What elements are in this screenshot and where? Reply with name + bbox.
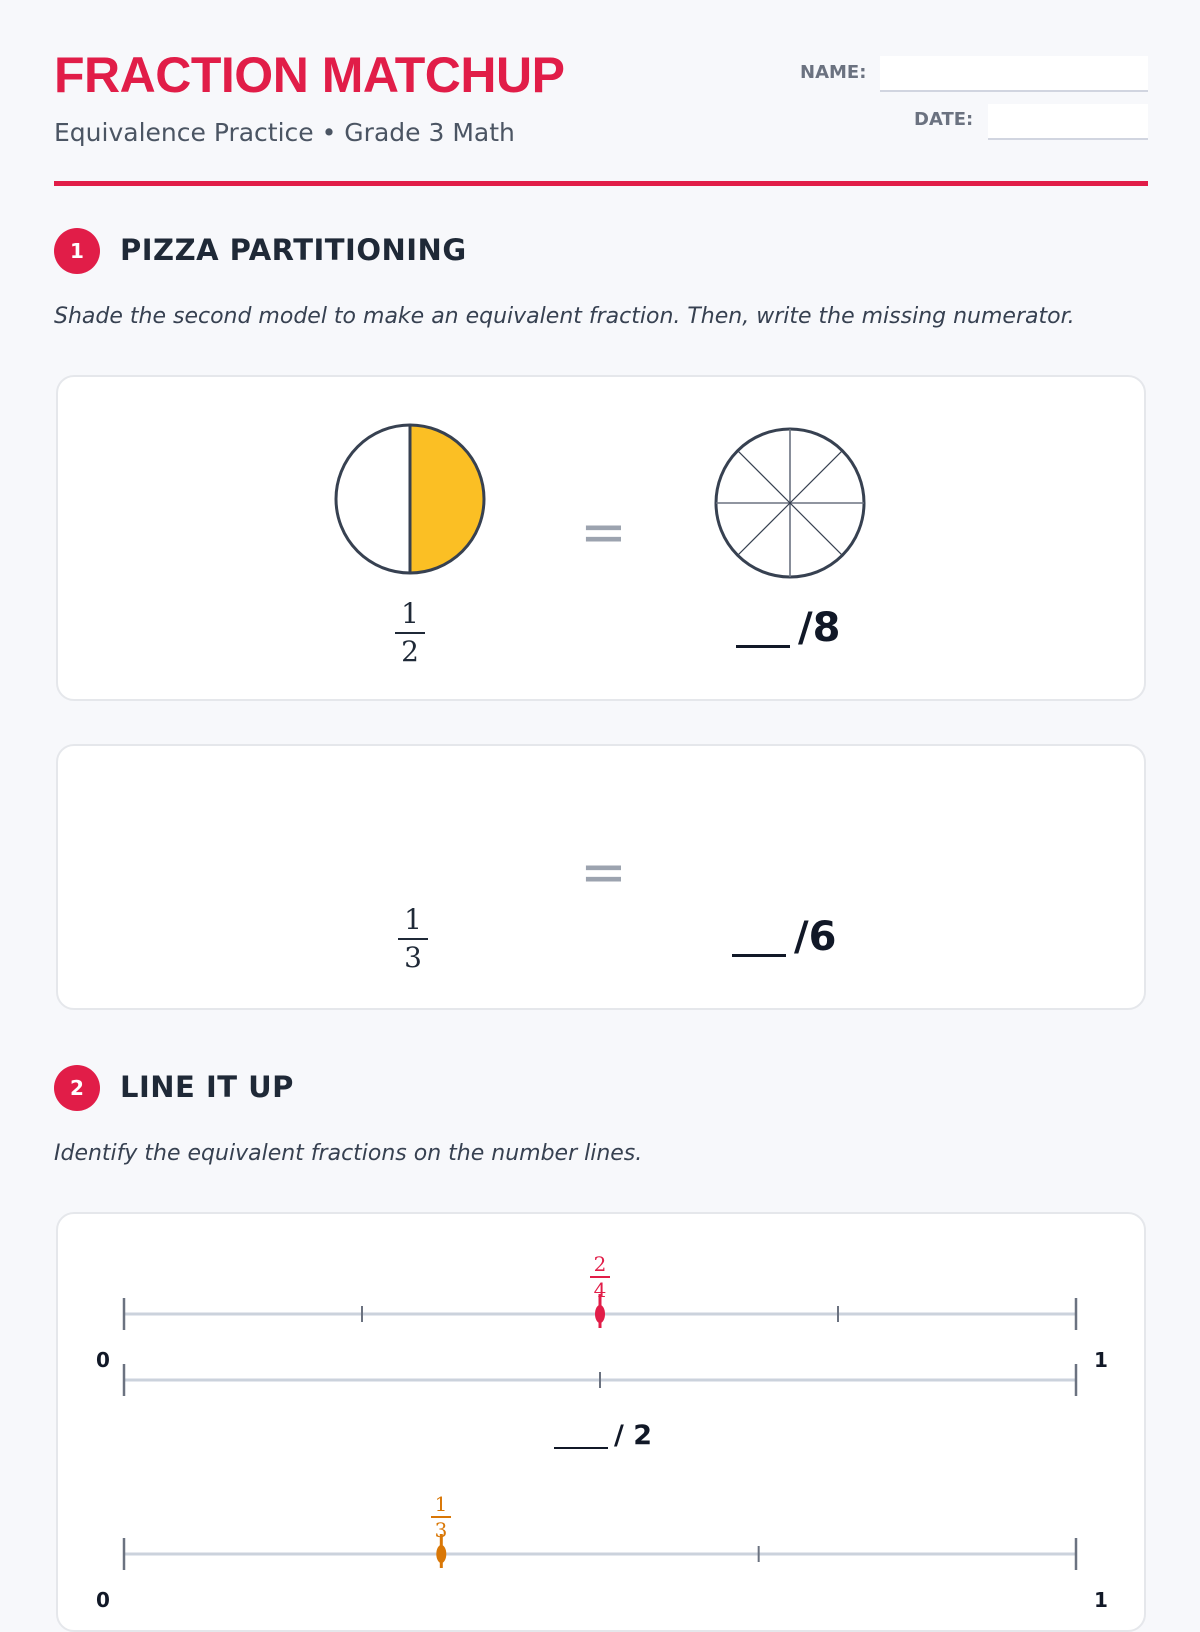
eighths-pizza-model[interactable] [716, 429, 864, 577]
answer-fraction-2 [732, 914, 837, 960]
answer-blank-2[interactable] [732, 953, 786, 957]
marked-fraction-2-numerator: 1 [434, 1492, 448, 1516]
number-line-1-end-label: 1 [1094, 1348, 1108, 1372]
equals-sign-2: = [580, 840, 627, 905]
number-line-1-answer [554, 1422, 652, 1449]
marked-fraction-1-denominator: 4 [593, 1277, 607, 1302]
given-fraction-1-numerator: 1 [401, 597, 419, 630]
answer-blank-1[interactable] [736, 644, 790, 648]
answer-fraction-1 [736, 605, 841, 651]
given-fraction-2-denominator: 3 [404, 941, 422, 974]
marked-fraction-1 [590, 1254, 610, 1300]
given-fraction-1-denominator: 2 [401, 635, 419, 668]
worksheet-subtitle: Equivalence Practice • Grade 3 Math [54, 118, 515, 147]
name-label: NAME: [800, 62, 867, 83]
answer-denominator-2: /6 [794, 914, 837, 960]
marked-fraction-2-denominator: 3 [434, 1517, 448, 1542]
number-line-1-start-label: 0 [96, 1348, 110, 1372]
given-fraction-2 [398, 903, 428, 974]
number-line-1-answer-blank[interactable] [554, 1446, 608, 1449]
section-2-badge: 2 [54, 1065, 100, 1111]
section-1-badge: 1 [54, 228, 100, 274]
worksheet-title: FRACTION MATCHUP [54, 47, 565, 103]
date-field[interactable] [988, 104, 1148, 140]
number-line-2-start-label: 0 [96, 1588, 110, 1612]
equals-sign-1: = [580, 500, 627, 565]
section-1-title: PIZZA PARTITIONING [120, 233, 467, 267]
number-line-2-end-label: 1 [1094, 1588, 1108, 1612]
number-line-1-answer-denominator: / 2 [614, 1420, 653, 1451]
given-fraction-2-numerator: 1 [404, 903, 422, 936]
header-divider [54, 181, 1148, 186]
fraction-bar [395, 632, 425, 634]
given-fraction-1 [395, 597, 425, 668]
section-1-instructions: Shade the second model to make an equivalent fraction. Then, write the missing numerator. [54, 304, 1075, 329]
name-field[interactable] [880, 56, 1148, 92]
section-2-title: LINE IT UP [120, 1070, 294, 1104]
marked-fraction-1-numerator: 2 [593, 1252, 607, 1276]
answer-denominator-1: /8 [798, 605, 841, 651]
section-2-instructions: Identify the equivalent fractions on the number lines. [54, 1141, 643, 1166]
date-label: DATE: [914, 109, 974, 130]
fraction-bar [398, 938, 428, 940]
marked-fraction-2 [431, 1494, 451, 1540]
